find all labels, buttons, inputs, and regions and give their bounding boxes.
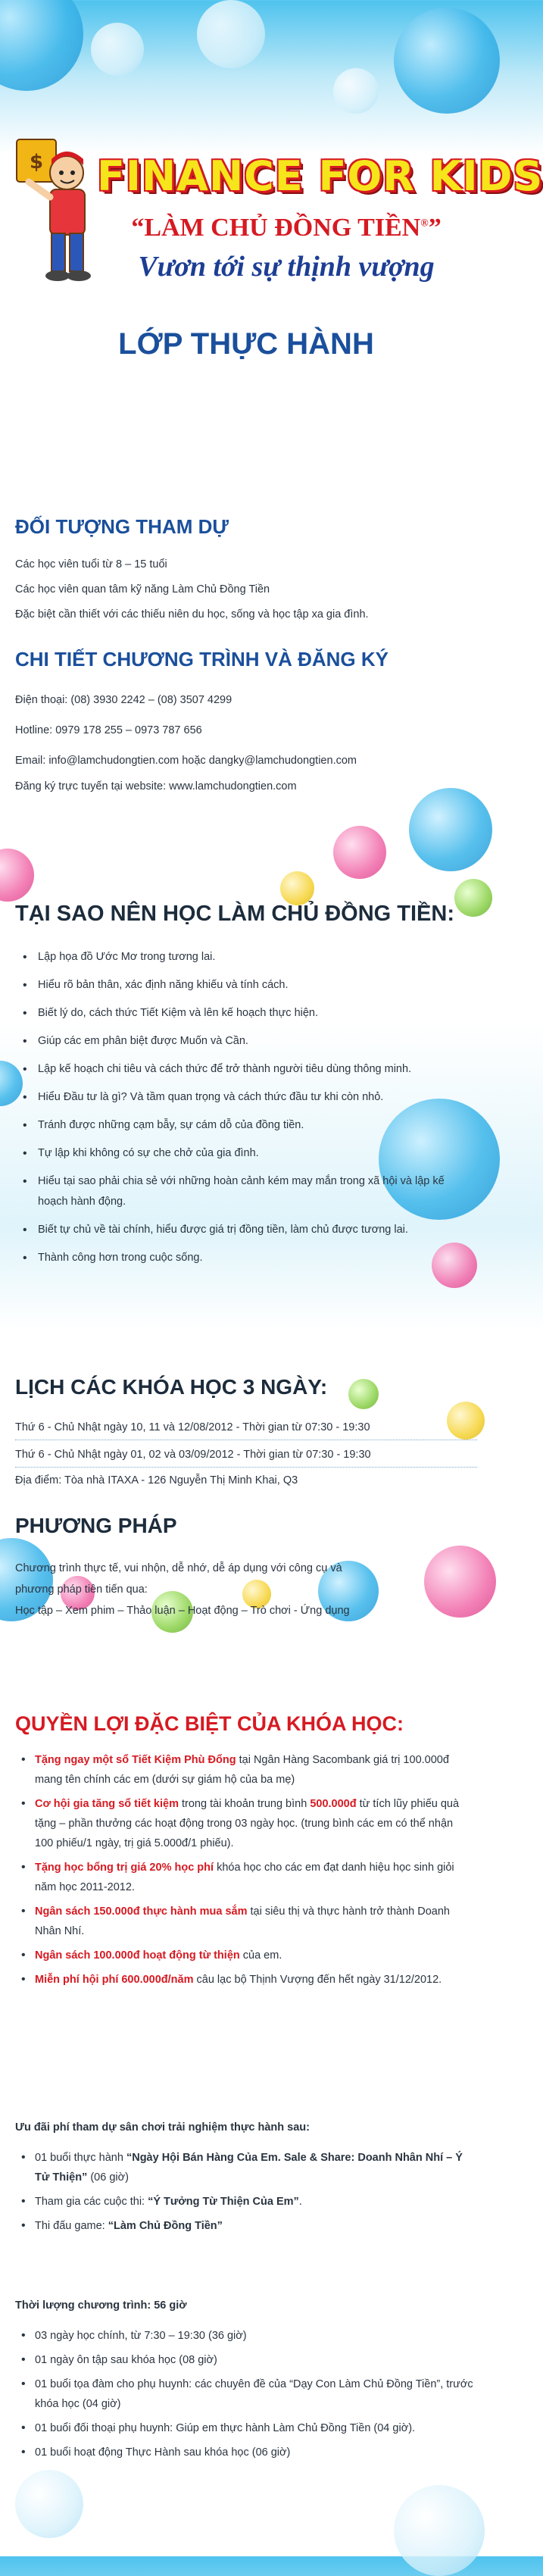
list-item: • 01 buổi hoạt động Thực Hành sau khóa học (06 giờ) <box>15 2443 473 2462</box>
bold-text: “Ý Tưởng Từ Thiện Của Em” <box>148 2196 299 2208</box>
divider <box>15 1467 477 1468</box>
offers-title: Ưu đãi phí tham dự sân chơi trải nghiệm thực hành sau: <box>15 2121 310 2134</box>
why-title: TẠI SAO NÊN HỌC LÀM CHỦ ĐỒNG TIỀN: <box>15 902 454 926</box>
details-line: Đăng ký trực tuyến tại website: www.lamchudongtien.com <box>15 780 297 792</box>
item-text: Tham gia các cuộc thi: <box>35 2196 148 2208</box>
list-item: • Lập họa đồ Ước Mơ trong tương lai. <box>15 947 470 968</box>
list-item: • Hiểu tại sao phải chia sẻ với những hoàn cảnh kém may mắn trong xã hội và lập kế hoạch hành động. <box>15 1171 470 1212</box>
schedule-line: Thứ 6 - Chủ Nhật ngày 01, 02 và 03/09/2012 - Thời gian từ 07:30 - 19:30 <box>15 1449 371 1461</box>
item-text: Thi đấu game: <box>35 2220 108 2232</box>
list-item <box>15 1794 473 1853</box>
item-text: khóa học cho các em đạt danh hiệu học sinh giỏi năm học 2011-2012. <box>35 1862 454 1893</box>
highlight-text: Ngân sách 100.000đ hoạt động từ thiện <box>35 1949 240 1962</box>
logo-subtitle-end: ” <box>428 214 442 242</box>
list-item <box>15 1858 473 1897</box>
item-text: 01 buổi thực hành <box>35 2152 126 2164</box>
item-text: từ tích lũy phiếu quà tặng – phần thưởng các hoạt động trong 03 ngày học. (trung bình các em có thể nhận 100 phiếu/1 ngày, trị giá 5.000đ/1 phiếu). <box>35 1798 460 1849</box>
decor-bubble <box>0 849 34 902</box>
highlight-text: Cơ hội gia tăng sổ tiết kiệm <box>35 1798 179 1810</box>
schedule-line: Địa điểm: Tòa nhà ITAXA - 126 Nguyễn Thị Minh Khai, Q3 <box>15 1474 298 1487</box>
list-item: • Lập kế hoạch chi tiêu và cách thức để trở thành người tiêu dùng thông minh. <box>15 1059 470 1080</box>
method-line: Chương trình thực tế, vui nhộn, dễ nhớ, dễ áp dụng với công cụ và <box>15 1562 342 1574</box>
method-line: phương pháp tiên tiến qua: <box>15 1583 148 1596</box>
list-item <box>15 2192 473 2212</box>
details-title: CHI TIẾT CHƯƠNG TRÌNH VÀ ĐĂNG KÝ <box>15 648 389 671</box>
audience-line: Các học viên tuổi từ 8 – 15 tuổi <box>15 558 167 571</box>
method-title: PHƯƠNG PHÁP <box>15 1514 177 1537</box>
highlight-text: Tặng học bổng trị giá 20% học phí <box>35 1862 214 1874</box>
list-item <box>15 1902 473 1941</box>
svg-text:$: $ <box>29 151 44 174</box>
offers-list <box>15 2148 473 2240</box>
decor-bubble <box>333 826 386 879</box>
audience-line: Đặc biệt cần thiết với các thiếu niên du học, sống và học tập xa gia đình. <box>15 608 369 621</box>
list-item: • 01 ngày ôn tập sau khóa học (08 giờ) <box>15 2350 473 2370</box>
list-item: • Tự lập khi không có sự che chở của gia đình. <box>15 1143 470 1164</box>
list-item: • Hiểu Đầu tư là gì? Và tầm quan trọng và cách thức đầu tư khi còn nhỏ. <box>15 1087 470 1108</box>
item-text: (06 giờ) <box>87 2171 129 2184</box>
class-title: LỚP THỰC HÀNH <box>118 327 374 361</box>
decor-bubble <box>348 1379 379 1409</box>
decor-bubble <box>394 2485 485 2576</box>
logo-subtitle-text: “LÀM CHỦ ĐỒNG TIỀN <box>131 214 421 242</box>
duration-list <box>15 2326 473 2467</box>
mascot-boy-icon <box>14 129 97 288</box>
highlight-text: Miễn phí hội phí 600.000đ/năm <box>35 1974 194 1986</box>
list-item <box>15 2148 473 2187</box>
decor-bubble <box>454 879 492 917</box>
schedule-line: Thứ 6 - Chủ Nhật ngày 10, 11 và 12/08/2012 - Thời gian từ 07:30 - 19:30 <box>15 1421 370 1433</box>
list-item <box>15 1970 473 1990</box>
bold-text: “Ngày Hội Bán Hàng Của Em. Sale & Share: Doanh Nhân Nhí – Ý Tử Thiện” <box>35 2152 463 2184</box>
item-text: tại Ngân Hàng Sacombank giá trị 100.000đ mang tên chính các em (dưới sự giám hộ của ba mẹ) <box>35 1754 449 1786</box>
list-item: • 01 buổi đối thoại phụ huynh: Giúp em thực hành Làm Chủ Đồng Tiền (04 giờ). <box>15 2418 473 2438</box>
highlight-text: Tặng ngay một sổ Tiết Kiệm Phù Đổng <box>35 1754 236 1766</box>
decor-bubble <box>409 788 492 871</box>
list-item: • 03 ngày học chính, từ 7:30 – 19:30 (36 giờ) <box>15 2326 473 2346</box>
item-text: tại siêu thị và thực hành trở thành Doanh Nhân Nhí. <box>35 1905 450 1937</box>
details-line: Email: info@lamchudongtien.com hoặc dangky@lamchudongtien.com <box>15 755 357 767</box>
highlight-text: Ngân sách 150.000đ thực hành mua sắm <box>35 1905 248 1918</box>
tagline: Vươn tới sự thịnh vượng <box>138 251 435 283</box>
list-item: • Biết tự chủ về tài chính, hiểu được giá trị đồng tiền, làm chủ được tương lai. <box>15 1220 470 1240</box>
highlight-text: 500.000đ <box>310 1798 357 1810</box>
list-item: • 01 buổi tọa đàm cho phụ huynh: các chuyên đề của “Dạy Con Làm Chủ Đồng Tiền”, trước khóa học (04 giờ) <box>15 2374 473 2414</box>
list-item: • Hiểu rõ bản thân, xác định năng khiếu và tính cách. <box>15 975 470 996</box>
list-item: • Tránh được những cạm bẫy, sự cám dỗ của đồng tiền. <box>15 1115 470 1136</box>
schedule-title: LỊCH CÁC KHÓA HỌC 3 NGÀY: <box>15 1375 328 1399</box>
decor-bubble <box>15 2470 83 2538</box>
logo-title: FINANCE FOR KIDS <box>97 152 543 200</box>
list-item: • Biết lý do, cách thức Tiết Kiệm và lên kế hoạch thực hiện. <box>15 1003 470 1024</box>
header <box>0 0 543 394</box>
list-item: • Thành công hơn trong cuộc sống. <box>15 1248 470 1268</box>
audience-title: ĐỐI TƯỢNG THAM DỰ <box>15 515 229 538</box>
item-text: của em. <box>239 1949 282 1962</box>
benefits-title: QUYỀN LỢI ĐẶC BIỆT CỦA KHÓA HỌC: <box>15 1712 404 1735</box>
registered-mark: ® <box>420 217 429 230</box>
list-item: • Giúp các em phân biệt được Muốn và Cần. <box>15 1031 470 1052</box>
list-item <box>15 1946 473 1965</box>
why-list <box>15 947 470 1276</box>
item-text: trong tài khoản trung bình <box>178 1798 311 1810</box>
bold-text: “Làm Chủ Đồng Tiền” <box>108 2220 223 2232</box>
duration-title: Thời lượng chương trình: 56 giờ <box>15 2299 187 2312</box>
details-line: Điện thoại: (08) 3930 2242 – (08) 3507 4299 <box>15 694 232 706</box>
item-text: . <box>298 2196 302 2208</box>
list-item <box>15 1750 473 1790</box>
audience-line: Các học viên quan tâm kỹ năng Làm Chủ Đồng Tiền <box>15 583 270 596</box>
list-item <box>15 2216 473 2236</box>
logo-subtitle <box>89 214 483 242</box>
method-line: Học tập – Xem phim – Thảo luận – Hoạt động – Trò chơi - Ứng dụng <box>15 1605 350 1617</box>
benefits-list <box>15 1750 473 1994</box>
details-line: Hotline: 0979 178 255 – 0973 787 656 <box>15 724 202 736</box>
decor-bubble <box>280 871 314 905</box>
item-text: câu lạc bộ Thịnh Vượng đến hết ngày 31/12/2012. <box>193 1974 442 1986</box>
